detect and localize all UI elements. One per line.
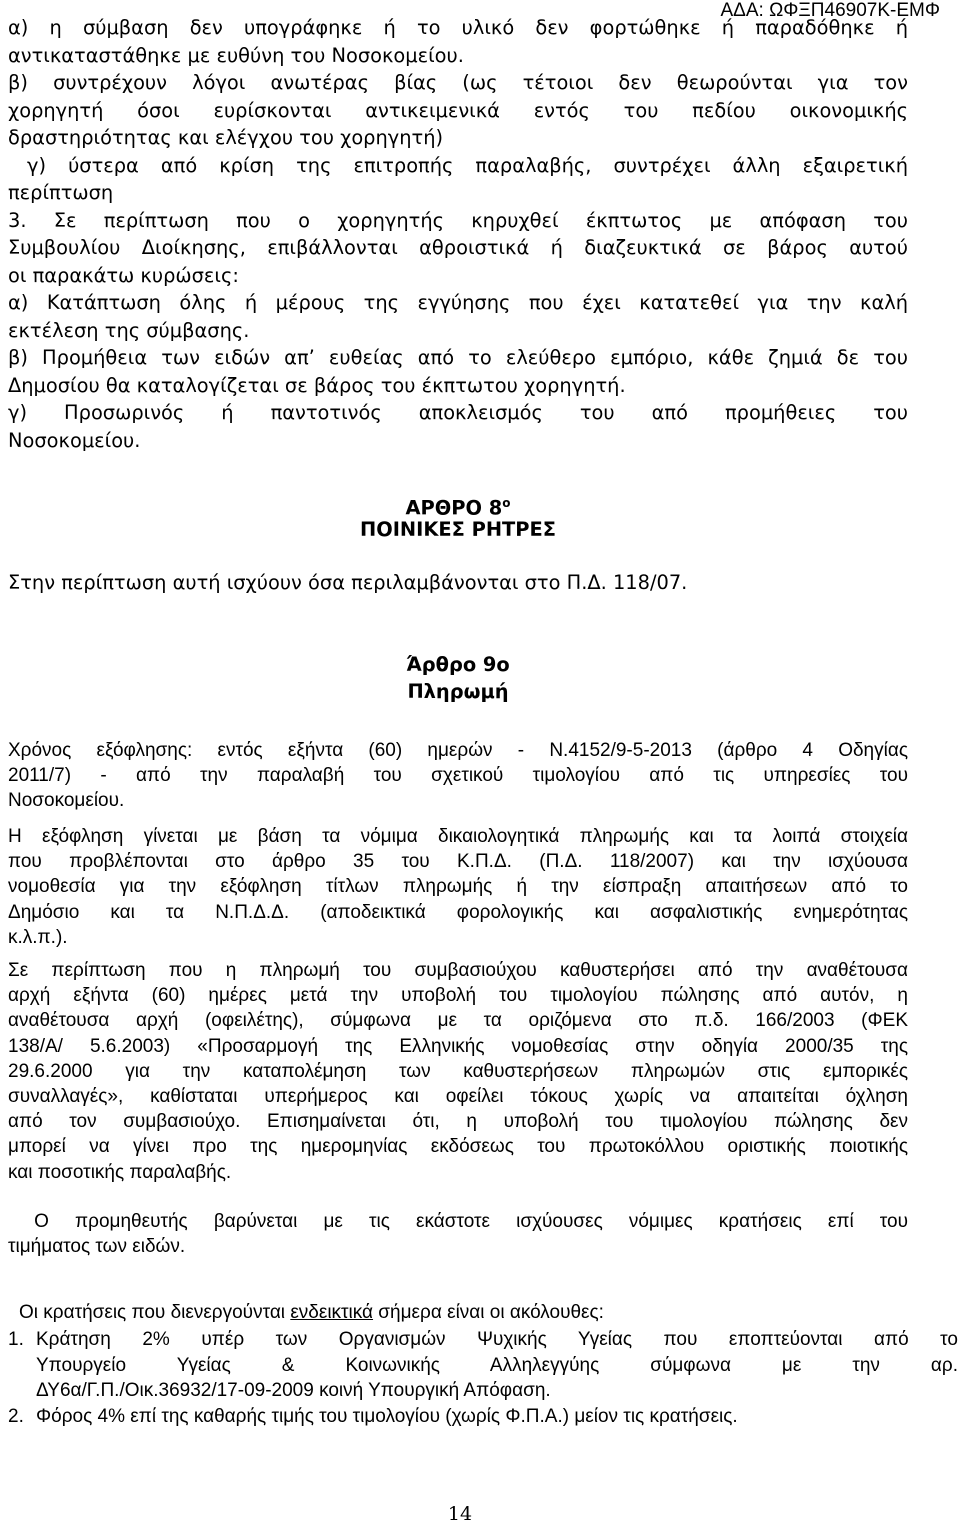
ada-identifier: ΑΔΑ: ΩΦΞΠ46907Κ-ΕΜΦ bbox=[720, 0, 940, 21]
text-line: Φόρος 4% επί της καθαρής τιμής του τιμολογίου (χωρίς Φ.Π.Α.) μείον τις κρατήσεις. bbox=[36, 1405, 738, 1427]
article8-subtitle: ΠΟΙΝΙΚΕΣ ΡΗΤΡΕΣ bbox=[359, 518, 556, 541]
withholdings-burden-paragraph bbox=[8, 1209, 908, 1259]
text-line: από τον συμβασιούχο. Επισημαίνεται ότι, η υποβολή του τιμολογίου πώλησης δεν bbox=[8, 1111, 908, 1133]
text-line: γ) ύστερα από κρίση της επιτροπής παραλαβής, συντρέχει άλλη εξαιρετική bbox=[27, 153, 908, 177]
list-item-number: 2. bbox=[8, 1405, 24, 1427]
text-line: γ) Προσωρινός ή παντοτινός αποκλεισμός του από προμήθειες του bbox=[8, 401, 908, 424]
text-line: δραστηριότητας και ελέγχου του χορηγητή) bbox=[8, 126, 444, 149]
text-line: Δημοσίου θα καταλογίζεται σε βάρος του έκπτωτου χορηγητή. bbox=[8, 373, 626, 397]
text-line: Νοσοκομείου. bbox=[8, 790, 125, 812]
text-line: Δημόσιο και τα Ν.Π.Δ.Δ. (αποδεικτικά φορολογικής και ασφαλιστικής ενημερότητας bbox=[8, 901, 908, 923]
text-line: περίπτωση bbox=[8, 181, 114, 204]
text-line: οι παρακάτω κυρώσεις: bbox=[8, 263, 239, 287]
payment-basis-paragraph bbox=[8, 824, 908, 950]
withholdings-intro-tail: σήμερα είναι οι ακόλουθες: bbox=[373, 1302, 604, 1323]
article8-text: Στην περίπτωση αυτή ισχύουν όσα περιλαμβάνονται στο Π.Δ. 118/07. bbox=[8, 571, 688, 594]
list-item bbox=[8, 1327, 958, 1404]
list-item bbox=[8, 1404, 958, 1430]
text-line: Κράτηση 2% υπέρ των Οργανισμών Ψυχικής Υγείας που εποπτεύονται από το bbox=[36, 1329, 958, 1350]
text-line: 138/Α/ 5.6.2003) «Προσαρμογή της Ελληνικής νομοθεσίας στην οδηγία 2000/35 της bbox=[8, 1035, 908, 1057]
text-line: 3. Σε περίπτωση που ο χορηγητής κηρυχθεί έκπτωτος με απόφαση του bbox=[8, 208, 908, 232]
text-line: κ.λ.π.). bbox=[8, 926, 68, 948]
text-line: α) Κατάπτωση όλης ή μέρους της εγγύησης που έχει κατατεθεί για την καλή bbox=[8, 291, 908, 314]
text-line: Υπουργείο Υγείας & Κοινωνικής Αλληλεγγύης σύμφωνα με την αρ. bbox=[36, 1354, 958, 1376]
article7-continuation bbox=[8, 14, 908, 454]
text-line: α) η σύμβαση δεν υπογράφηκε ή το υλικό δεν φορτώθηκε ή παραδόθηκε ή bbox=[8, 16, 908, 39]
text-line: μπορεί να γίνει προ της ημερομηνίας εκδόσεως του πρωτοκόλλου οριστικής ποιοτικής bbox=[8, 1136, 908, 1158]
text-line: Η εξόφληση γίνεται με βάση τα νόμιμα δικαιολογητικά πληρωμής και τα λοιπά στοιχεία bbox=[8, 826, 908, 847]
text-line: συναλλαγές», καθίσταται υπερήμερος και οφείλει τόκους χωρίς να απαιτείται όχληση bbox=[8, 1086, 908, 1108]
article8-title-superscript: ο bbox=[502, 496, 511, 510]
article9-title: Άρθρο 9ο bbox=[406, 653, 510, 676]
text-line: β) συντρέχουν λόγοι ανωτέρας βίας (ως τέτοιοι δεν θεωρούνται για τον bbox=[8, 71, 908, 94]
text-line: ΔΥ6α/Γ.Π./Οικ.36932/17-09-2009 κοινή Υπουργική Απόφαση. bbox=[36, 1380, 551, 1401]
withholdings-list bbox=[8, 1327, 958, 1429]
text-line: αντικαταστάθηκε με ευθύνη του Νοσοκομείου. bbox=[8, 43, 464, 67]
withholdings-intro-underlined: ενδεικτικά bbox=[290, 1302, 374, 1323]
text-line: και ποσοτικής παραλαβής. bbox=[8, 1161, 232, 1183]
text-line: που προβλέπονται στο άρθρο 35 του Κ.Π.Δ. (Π.Δ. 118/2007) και την ισχύουσα bbox=[8, 851, 908, 873]
text-line: νομοθεσία για την εξόφληση τίτλων πληρωμής ή την είσπραξη απαιτήσεων από το bbox=[8, 876, 908, 898]
text-line: χορηγητή όσοι ευρίσκονται αντικειμενικά εντός του πεδίου οικονομικής bbox=[8, 98, 908, 122]
text-line: Νοσοκομείου. bbox=[8, 428, 141, 452]
text-line: 2011/7) - από την παραλαβή του σχετικού τιμολογίου από τις υπηρεσίες του bbox=[8, 765, 908, 787]
withholdings-intro bbox=[8, 1300, 919, 1325]
text-line: Χρόνος εξόφλησης: εντός εξήντα (60) ημερών - Ν.4152/9-5-2013 (άρθρο 4 Οδηγίας bbox=[8, 740, 908, 761]
text-line: τιμήματος των ειδών. bbox=[8, 1236, 186, 1258]
text-line: αρχή εξήντα (60) ημέρες μετά την υποβολή του τιμολογίου πώλησης από αυτόν, η bbox=[8, 985, 908, 1007]
text-line: Ο προμηθευτής βαρύνεται με τις εκάστοτε ισχύουσες νόμιμες κρατήσεις επί του bbox=[8, 1211, 908, 1232]
list-item-number: 1. bbox=[8, 1329, 24, 1350]
withholdings-intro-text: Οι κρατήσεις που διενεργούνται bbox=[19, 1302, 291, 1323]
text-line: β) Προμήθεια των ειδών απ’ ευθείας από το ελεύθερο εμπόριο, κάθε ζημιά δε του bbox=[8, 346, 908, 369]
article8-title-text: ΑΡΘΡΟ 8 bbox=[405, 496, 503, 520]
payment-time-paragraph bbox=[8, 738, 908, 814]
text-line: εκτέλεση της σύμβασης. bbox=[8, 318, 250, 342]
text-line: 29.6.2000 για την καταπολέμηση των καθυστερήσεων πληρωμών στις εμπορικές bbox=[8, 1060, 908, 1082]
page-number: 14 bbox=[447, 1503, 473, 1525]
article9-subtitle: Πληρωμή bbox=[407, 680, 509, 703]
text-line: αναθέτουσα αρχή (οφειλέτης), σύμφωνα με τα οριζόμενα στο π.δ. 166/2003 (ΦΕΚ bbox=[8, 1010, 908, 1032]
text-line: Συμβουλίου Διοίκησης, επιβάλλονται αθροιστικά ή διαζευκτικά σε βάρος αυτού bbox=[8, 236, 908, 259]
late-payment-paragraph bbox=[8, 958, 908, 1185]
text-line: Σε περίπτωση που η πληρωμή του συμβασιούχου καθυστερήσει από την αναθέτουσα bbox=[8, 960, 908, 981]
